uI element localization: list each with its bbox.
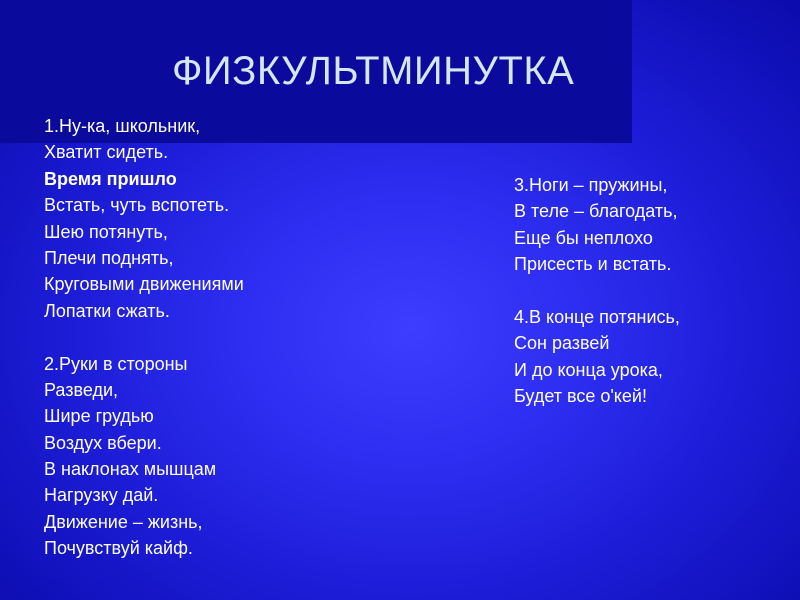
poem-line: Движение – жизнь, — [44, 511, 203, 532]
poem-line: Сон развей — [514, 333, 610, 354]
poem-line: Еще бы неплохо — [514, 227, 653, 248]
poem-line: 3.Ноги – пружины, — [514, 175, 668, 195]
poem-line: Почувствуй кайф. — [44, 538, 193, 559]
poem-line: Лопатки сжать. — [44, 300, 170, 321]
poem-line: Круговыми движениями — [44, 274, 244, 295]
slide-title: ФИЗКУЛЬТМИНУТКА — [172, 49, 575, 93]
poem-line: Присесть и встать. — [514, 254, 672, 275]
poem-line: Разведи, — [44, 379, 119, 400]
poem-line: 1.Ну-ка, школьник, — [44, 116, 201, 136]
poem-line: Нагрузку дай. — [44, 485, 159, 506]
poem-line: И до конца урока, — [514, 359, 663, 380]
poem-line: 2.Руки в стороны — [44, 353, 188, 374]
poem-line: Шею потянуть, — [44, 221, 168, 242]
poem-line: В наклонах мышцам — [44, 459, 217, 480]
poem-left-column — [44, 113, 244, 562]
poem-right-column — [514, 172, 680, 410]
poem-line: Будет все о'кей! — [514, 386, 647, 407]
poem-line: Плечи поднять, — [44, 247, 174, 268]
poem-line: В теле – благодать, — [514, 201, 678, 222]
poem-line: Хватит сидеть. — [44, 142, 169, 163]
stanza-gap — [514, 278, 680, 304]
poem-line: Время пришло — [44, 168, 177, 189]
stanza-gap — [44, 324, 244, 350]
poem-line: Встать, чуть вспотеть. — [44, 195, 230, 216]
poem-line: 4.В конце потянись, — [514, 306, 680, 327]
poem-line: Шире грудью — [44, 406, 154, 427]
poem-line: Воздух вбери. — [44, 432, 162, 453]
